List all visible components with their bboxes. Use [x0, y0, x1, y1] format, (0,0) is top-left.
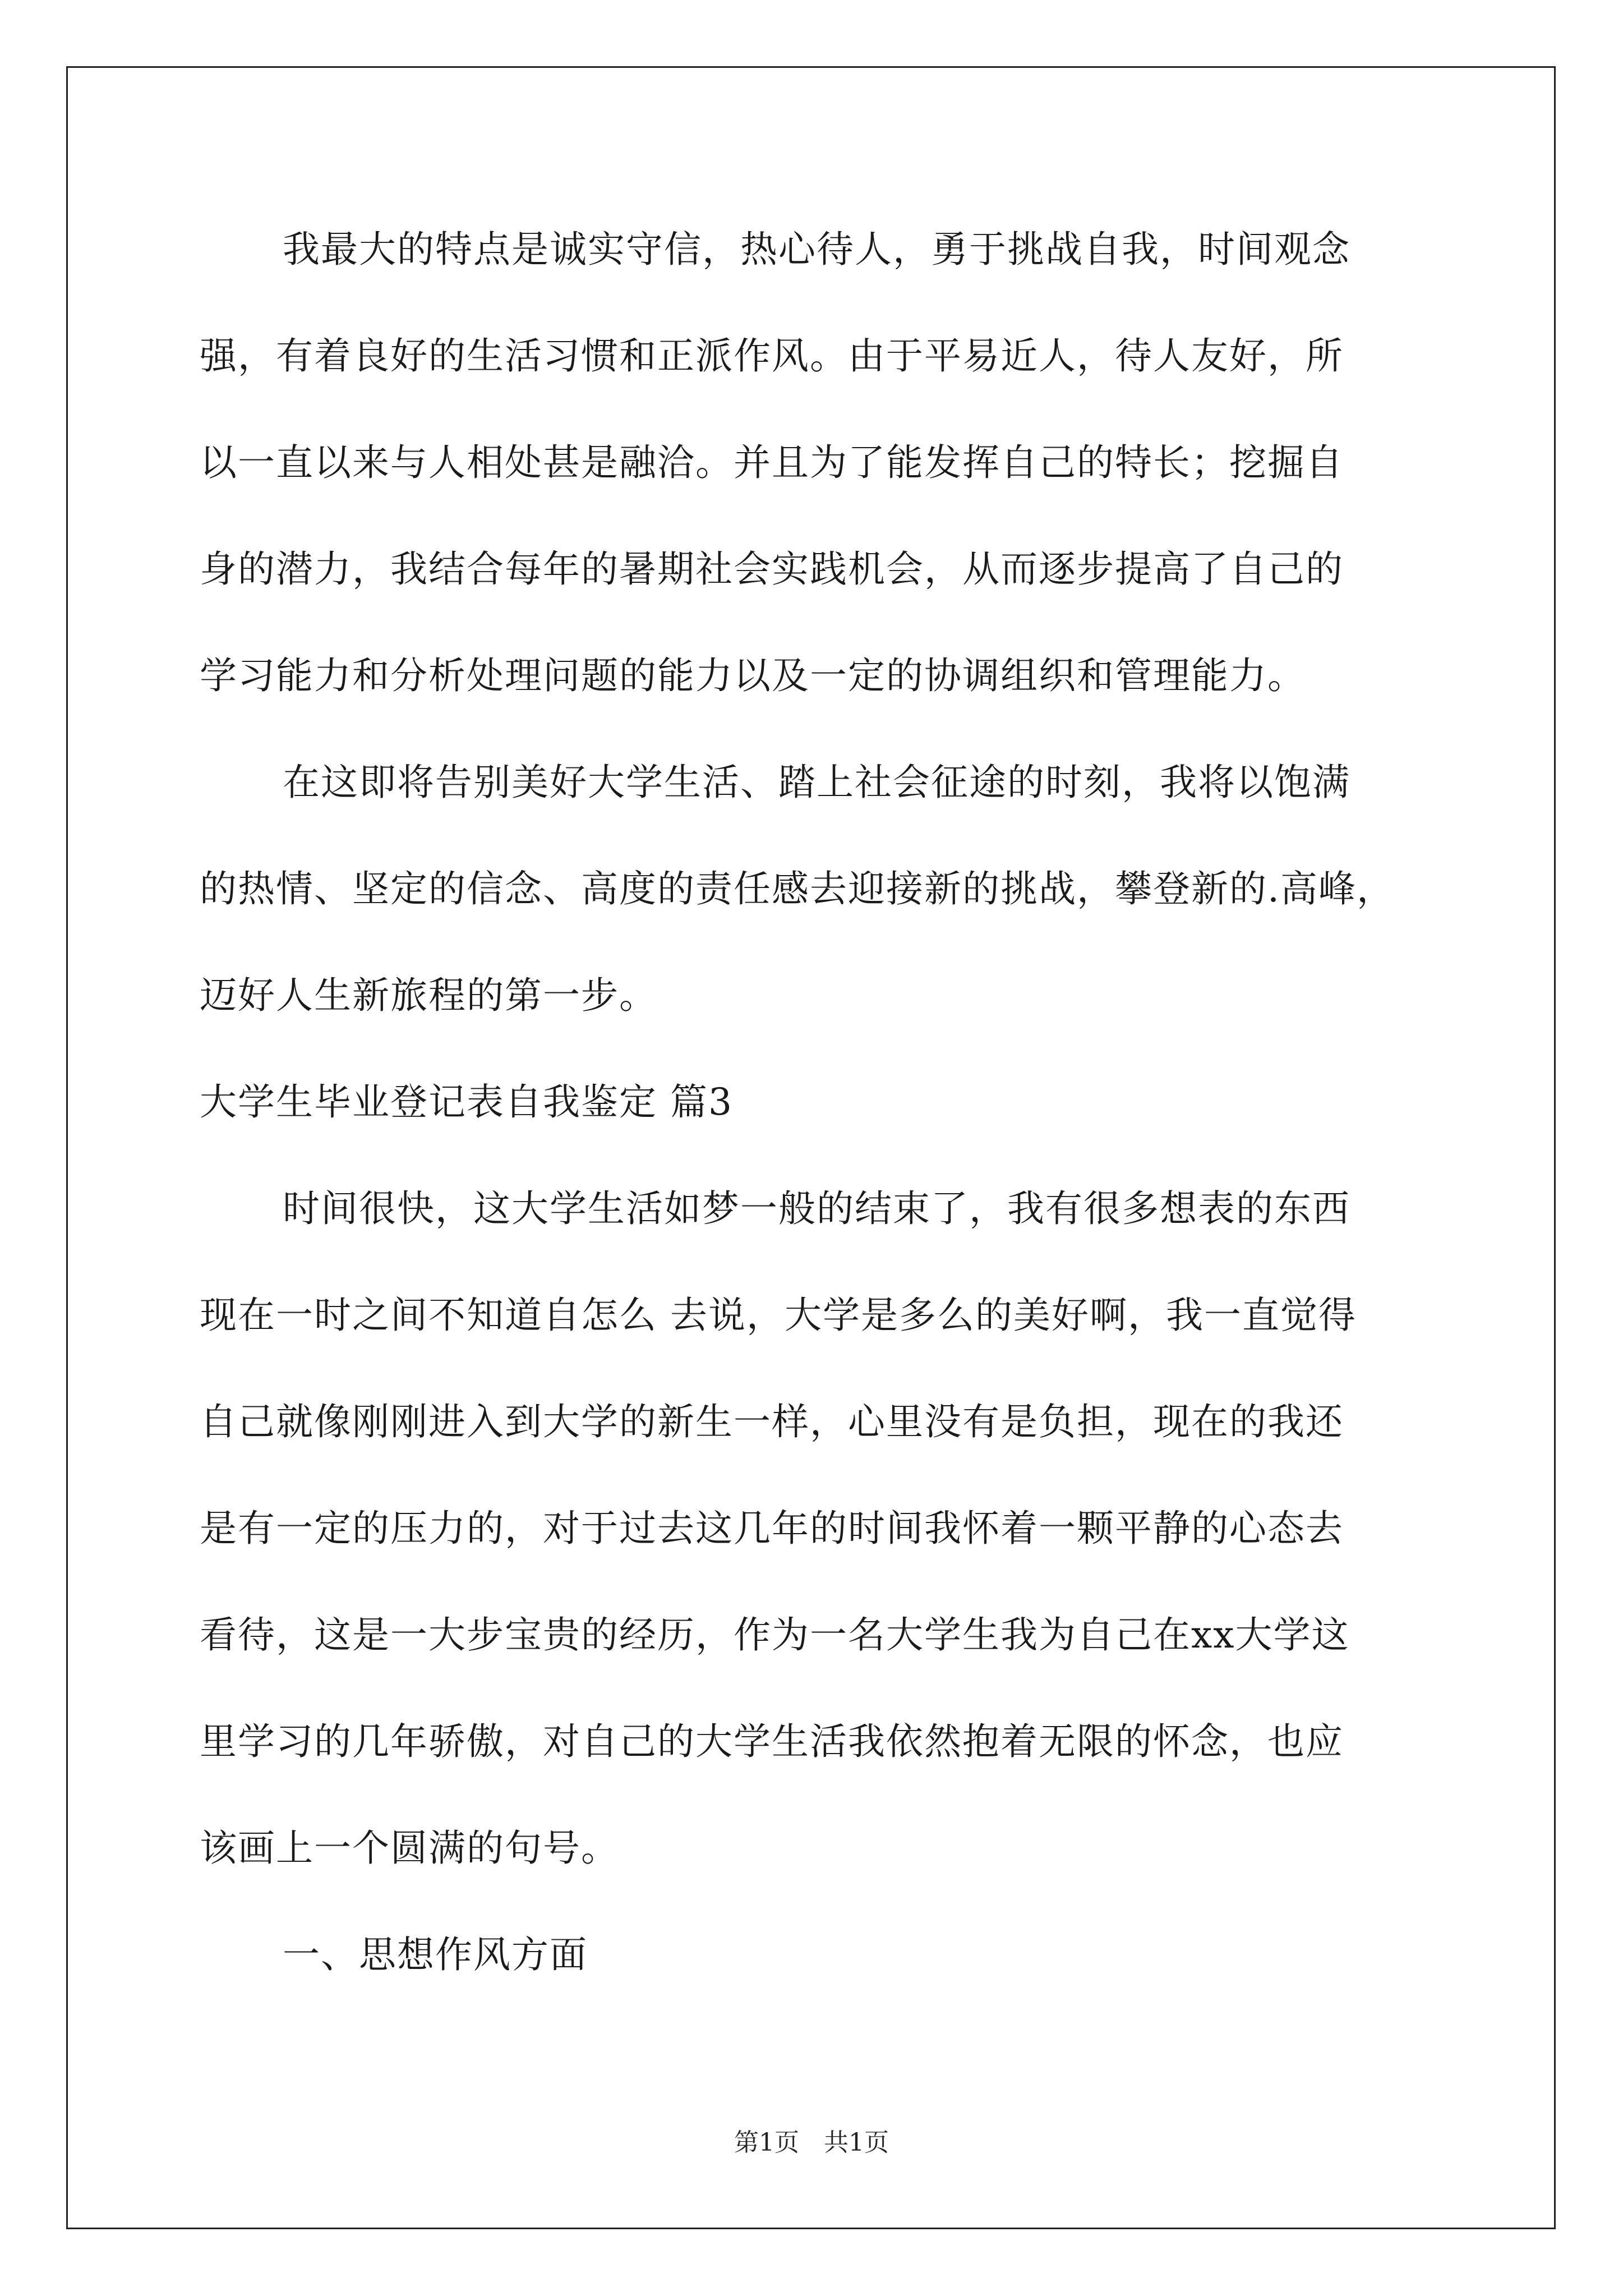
text-line: 自己就像刚刚进入到大学的新生一样，心里没有是负担，现在的我还: [200, 1400, 1344, 1443]
section-heading: 大学生毕业登记表自我鉴定 篇3: [200, 1080, 733, 1124]
text-line: 的热情、坚定的信念、高度的责任感去迎接新的挑战，攀登新的.高峰，: [200, 867, 1395, 910]
text-line: 时间很快，这大学生活如梦一般的结束了，我有很多想表的东西: [283, 1187, 1350, 1230]
text-line: 强，有着良好的生活习惯和正派作风。由于平易近人，待人友好，所: [200, 334, 1344, 378]
text-line: 该画上一个圆满的句号。: [200, 1826, 619, 1870]
text-line: 看待，这是一大步宝贵的经历，作为一名大学生我为自己在xx大学这: [200, 1613, 1350, 1657]
text-line: 以一直以来与人相处甚是融洽。并且为了能发挥自己的特长；挖掘自: [200, 441, 1344, 484]
text-line: 身的潜力，我结合每年的暑期社会实践机会，从而逐步提高了自己的: [200, 547, 1344, 591]
text-line: 现在一时之间不知道自怎么 去说，大学是多么的美好啊，我一直觉得: [200, 1294, 1357, 1337]
text-line: 里学习的几年骄傲，对自己的大学生活我依然抱着无限的怀念，也应: [200, 1720, 1344, 1763]
text-line: 迈好人生新旅程的第一步。: [200, 974, 657, 1017]
text-line: 我最大的特点是诚实守信，热心待人，勇于挑战自我，时间观念: [283, 228, 1350, 271]
subsection-heading: 一、思想作风方面: [283, 1933, 588, 1976]
text-line: 是有一定的压力的，对于过去这几年的时间我怀着一颗平静的心态去: [200, 1507, 1344, 1550]
text-line: 学习能力和分析处理问题的能力以及一定的协调组织和管理能力。: [200, 654, 1306, 697]
page-number-footer: 第1页 共1页: [734, 2128, 889, 2157]
document-body: [200, 213, 1426, 2025]
text-line: 在这即将告别美好大学生活、踏上社会征途的时刻，我将以饱满: [283, 761, 1350, 804]
